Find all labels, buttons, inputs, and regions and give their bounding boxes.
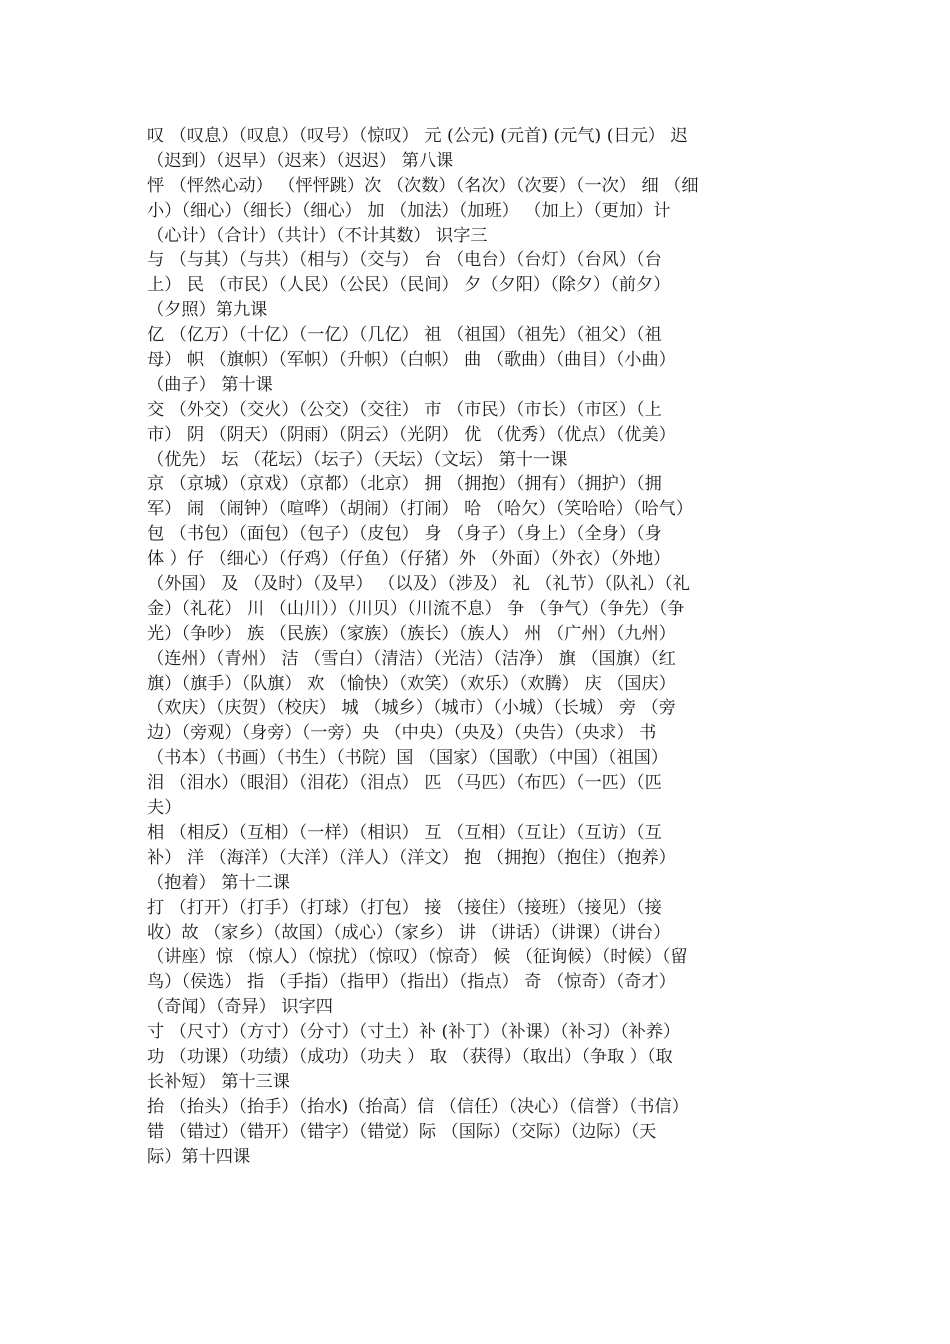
text-line: 泪 （泪水）（眼泪）（泪花）（泪点） 匹 （马匹）（布匹）（一匹）（匹 [147, 773, 662, 794]
text-line: 光）（争吵） 族 （民族）（家族）（族长）（族人） 州 （广州）（九州） [147, 623, 676, 644]
text-line: 际）第十四课 [147, 1146, 251, 1167]
text-line: 亿 （亿万）（十亿）（一亿）（几亿） 祖 （祖国）（祖先）（祖父）（祖 [147, 325, 662, 346]
text-line: 鸟）（侯选） 指 （手指）（指甲）（指出）（指点） 奇 （惊奇）（奇才） [147, 972, 676, 993]
text-line: 相 （相反）（互相）（一样）（相识） 互 （互相）（互让）（互访）（互 [147, 822, 662, 843]
text-line: 上） 民 （市民）（人民）（公民）（民间） 夕（夕阳）（除夕）（前夕） [147, 275, 671, 296]
text-line: 包 （书包）（面包）（包子）（皮包） 身 （身子）（身上）（全身）（身 [147, 524, 662, 545]
text-line: （心计）（合计）（共计）（不计其数） 识字三 [147, 225, 488, 246]
text-line: 母） 帜 （旗帜）（军帜）（升帜）（白帜） 曲 （歌曲）（曲目）（小曲） [147, 350, 676, 371]
text-line: （夕照）第九课 [147, 300, 268, 321]
text-line: （书本）（书画）（书生）（书院）国 （国家）（国歌）（中国）（祖国） [147, 748, 669, 769]
document-body [147, 124, 807, 1169]
text-line: （迟到）（迟早）（迟来）（迟迟） 第八课 [147, 150, 454, 171]
text-line: 市） 阴 （阴天）（阴雨）（阴云）（光阴） 优 （优秀）（优点）（优美） [147, 424, 676, 445]
text-line: 怦 （怦然心动） （怦怦跳）次 （次数）（名次）（次要）（一次） 细 （细 [147, 175, 699, 196]
text-line: （曲子） 第十课 [147, 374, 273, 395]
text-line: 错 （错过）（错开）（错字）（错觉）际 （国际）（交际）（边际）（天 [147, 1121, 657, 1142]
text-line: （抱着） 第十二课 [147, 872, 290, 893]
text-line: 收）故 （家乡）（故国）（成心）（家乡） 讲 （讲话）（讲课）（讲台） [147, 922, 671, 943]
text-line: （讲座）惊 （惊人）（惊扰）（惊叹）（惊奇） 候 （征询候）（时候）（留 [147, 947, 688, 968]
text-line: 旗）（旗手）（队旗） 欢 （愉快）（欢笑）（欢乐）（欢腾） 庆 （国庆） [147, 673, 676, 694]
text-line: 夫） [147, 798, 182, 819]
text-line: 边）（旁观）（身旁）（一旁）央 （中央）（央及）（央告）（央求） 书 [147, 723, 657, 744]
text-line: 功 （功课）（功绩）（成功）（功夫 ） 取 （获得）（取出）（争取 ）（取 [147, 1046, 673, 1067]
text-line: 京 （京城）（京戏）（京都）（北京） 拥 （拥抱）（拥有）（拥护）（拥 [147, 474, 662, 495]
text-line: 交 （外交）（交火）（公交）（交往） 市 （市民）（市长）（市区）（上 [147, 399, 662, 420]
text-line: （奇闻）（奇异） 识字四 [147, 997, 333, 1018]
text-line: 小）（细心）（细长）（细心） 加 （加法）（加班） （加上）（更加）计 [147, 200, 671, 221]
text-line: （外国） 及 （及时）（及早） （以及）（涉及） 礼 （礼节）（队礼）（礼 [147, 574, 690, 595]
text-line: （连州）（青州） 洁 （雪白）（清洁）（光洁）（洁净） 旗 （国旗）（红 [147, 648, 676, 669]
text-line: 军） 闹 （闹钟）（喧哗）（胡闹）（打闹） 哈 （哈欠）（笑哈哈）（哈气） [147, 499, 694, 520]
text-line: 叹 （叹息）（叹息）（叹号）（惊叹） 元 (公元) (元首) (元气) (日元） 迟 [147, 126, 688, 146]
text-line: 与 （与其）（与共）（相与）（交与） 台 （电台）（台灯）（台风）（台 [147, 250, 662, 271]
text-line: 抬 （抬头）（抬手）（抬水)（抬高）信 （信任）（决心）（信誉）（书信） [147, 1096, 689, 1117]
text-line: 打 （打开）（打手）（打球）（打包） 接 （接住）（接班）（接见）（接 [147, 897, 662, 918]
text-line: 金）（礼花） 川 （山川））（川贝）（川流不息） 争 （争气）（争先）（争 [147, 598, 685, 619]
text-line: （优先） 坛 （花坛）（坛子）（天坛）（文坛） 第十一课 [147, 449, 568, 470]
text-line: 体 ）仔 （细心）（仔鸡）（仔鱼）（仔猪）外 （外面）（外衣）（外地） [147, 549, 671, 570]
text-line: 寸 （尺寸）（方寸）（分寸）（寸土）补 (补丁）（补课）（补习）（补养） [147, 1022, 681, 1043]
text-line: 补） 洋 （海洋）（大洋）（洋人）（洋文） 抱 （拥抱）（抱住）（抱养） [147, 847, 676, 868]
text-line: 长补短） 第十三课 [147, 1071, 290, 1092]
text-line: （欢庆）（庆贺）（校庆） 城 （城乡）（城市）（小城）（长城） 旁 （旁 [147, 698, 676, 719]
